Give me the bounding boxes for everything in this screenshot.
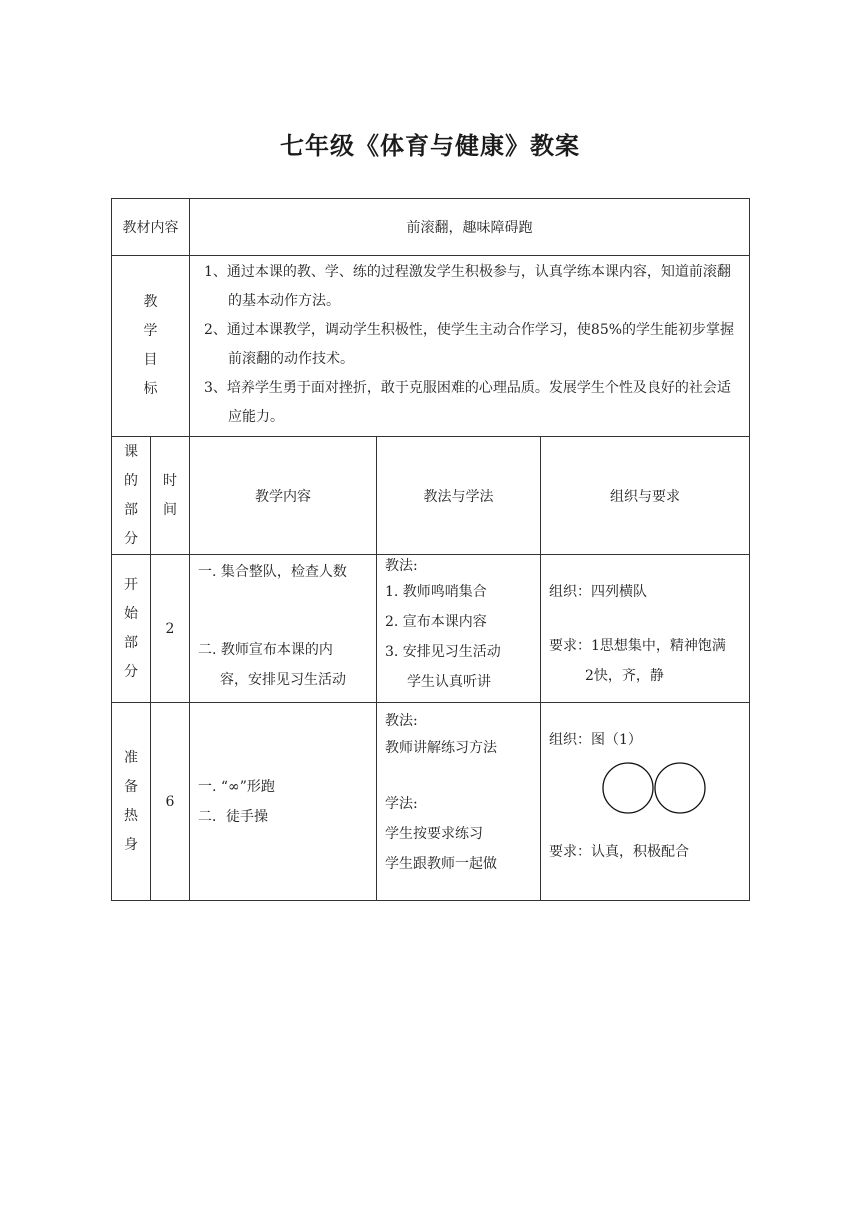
start-row <box>112 555 750 703</box>
page-title: 七年级《体育与健康》教案 <box>280 132 580 160</box>
figure-8-diagram <box>601 761 709 817</box>
warmup-content: 一. “∞”形跑 二．徒手操 <box>190 703 377 901</box>
warmup-part: 准 备 热 身 <box>112 703 151 901</box>
objectives-row <box>112 256 750 437</box>
objective-item: 2、通过本课教学，调动学生积极性，使学生主动合作学习，使85%的学生能初步掌握前滚翻的动作技术。 <box>204 322 735 367</box>
header-time: 时 间 <box>151 437 190 555</box>
start-part: 开 始 部 分 <box>112 555 151 703</box>
warmup-time: 6 <box>151 703 190 901</box>
objective-item: 1、通过本课的教、学、练的过程激发学生积极参与，认真学练本课内容，知道前滚翻的基本动作方法。 <box>204 264 731 309</box>
materials-row <box>112 199 750 256</box>
materials-label: 教材内容 <box>112 199 190 256</box>
header-row <box>112 437 750 555</box>
start-time: 2 <box>151 555 190 703</box>
objective-item: 3、培养学生勇于面对挫折，敢于克服困难的心理品质。发展学生个性及良好的社会适应能力。 <box>204 380 731 425</box>
start-org: 组织：四列横队 要求：1思想集中，精神饱满 2快，齐，静 <box>541 555 750 703</box>
left-circle <box>603 763 653 813</box>
header-part: 课 的 部 分 <box>112 437 151 555</box>
right-circle <box>655 763 705 813</box>
materials-value: 前滚翻，趣味障碍跑 <box>190 199 750 256</box>
start-method: 教法: 1. 教师鸣哨集合 2. 宣布本课内容 3. 安排见习生活动 学生认真听讲 <box>377 555 541 703</box>
warmup-method: 教法: 教师讲解练习方法 学法: 学生按要求练习 学生跟教师一起做 <box>377 703 541 901</box>
objectives-list <box>190 256 750 437</box>
warmup-row <box>112 703 750 901</box>
warmup-org: 组织：图（1） 要求：认真，积极配合 <box>541 703 750 901</box>
objectives-label: 教 学 目 标 <box>112 256 190 437</box>
header-org: 组织与要求 <box>541 437 750 555</box>
header-method: 教法与学法 <box>377 437 541 555</box>
start-content: 一. 集合整队，检查人数 二. 教师宣布本课的内 容，安排见习生活动 <box>190 555 377 703</box>
lesson-plan-table <box>111 198 750 901</box>
header-content: 教学内容 <box>190 437 377 555</box>
